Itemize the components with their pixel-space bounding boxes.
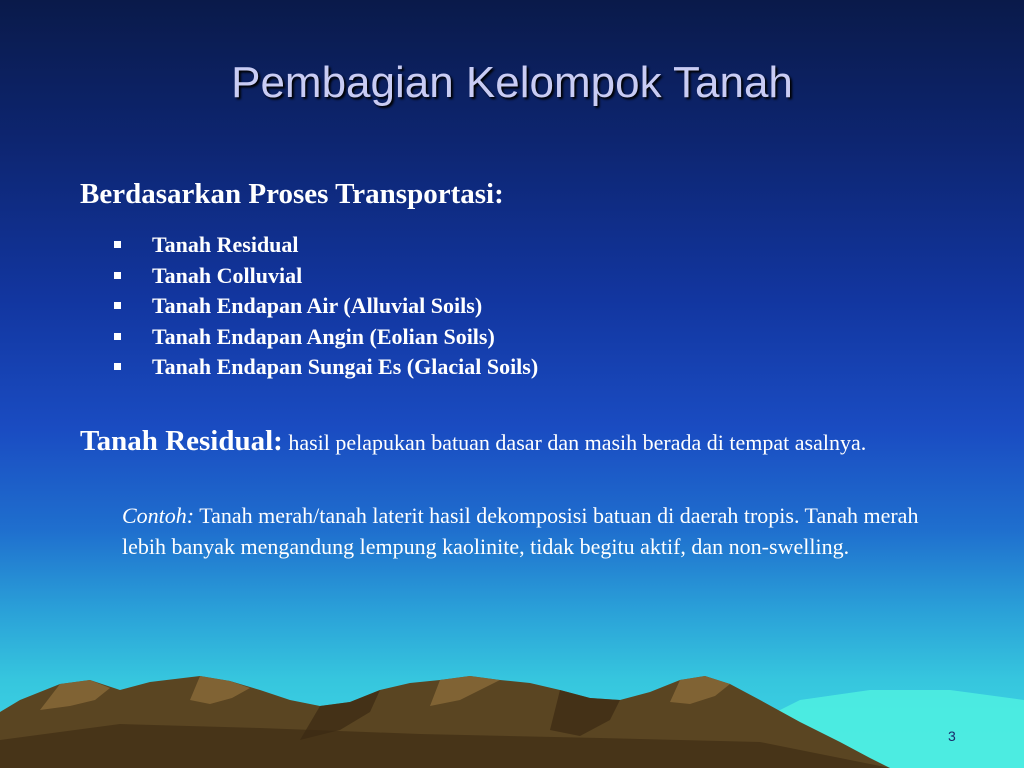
list-item xyxy=(108,230,538,261)
list-item xyxy=(108,261,538,292)
list-item-label: Tanah Colluvial xyxy=(152,262,303,288)
page-number: 3 xyxy=(948,728,956,744)
list-item-label: Tanah Endapan Angin (Eolian Soils) xyxy=(152,323,495,349)
square-bullet-icon xyxy=(114,363,121,370)
square-bullet-icon xyxy=(114,241,121,248)
list-item xyxy=(108,352,538,383)
square-bullet-icon xyxy=(114,302,121,309)
definition-text: hasil pelapukan batuan dasar dan masih berada di tempat asalnya. xyxy=(282,430,867,455)
list-item-label: Tanah Residual xyxy=(152,232,299,257)
square-bullet-icon xyxy=(114,333,121,340)
list-item xyxy=(108,322,538,353)
definition-paragraph xyxy=(80,424,940,460)
definition-term: Tanah Residual: xyxy=(80,425,283,457)
list-item-label: Tanah Endapan Air (Alluvial Soils) xyxy=(152,293,483,318)
slide-title: Pembagian Kelompok Tanah xyxy=(231,58,793,107)
section-heading: Berdasarkan Proses Transportasi: xyxy=(80,178,504,210)
list-item-label: Tanah Endapan Sungai Es (Glacial Soils) xyxy=(152,354,539,379)
square-bullet-icon xyxy=(114,272,121,279)
example-text: Tanah merah/tanah laterit hasil dekomposisi batuan di daerah tropis. Tanah merah lebih banyak mengandung lempung kaolinite, tidak begitu aktif, dan non-swelling. xyxy=(122,503,919,559)
list-item xyxy=(108,291,538,322)
soil-type-list xyxy=(108,230,538,383)
example-label: Contoh: xyxy=(122,503,195,528)
example-paragraph xyxy=(122,500,962,562)
